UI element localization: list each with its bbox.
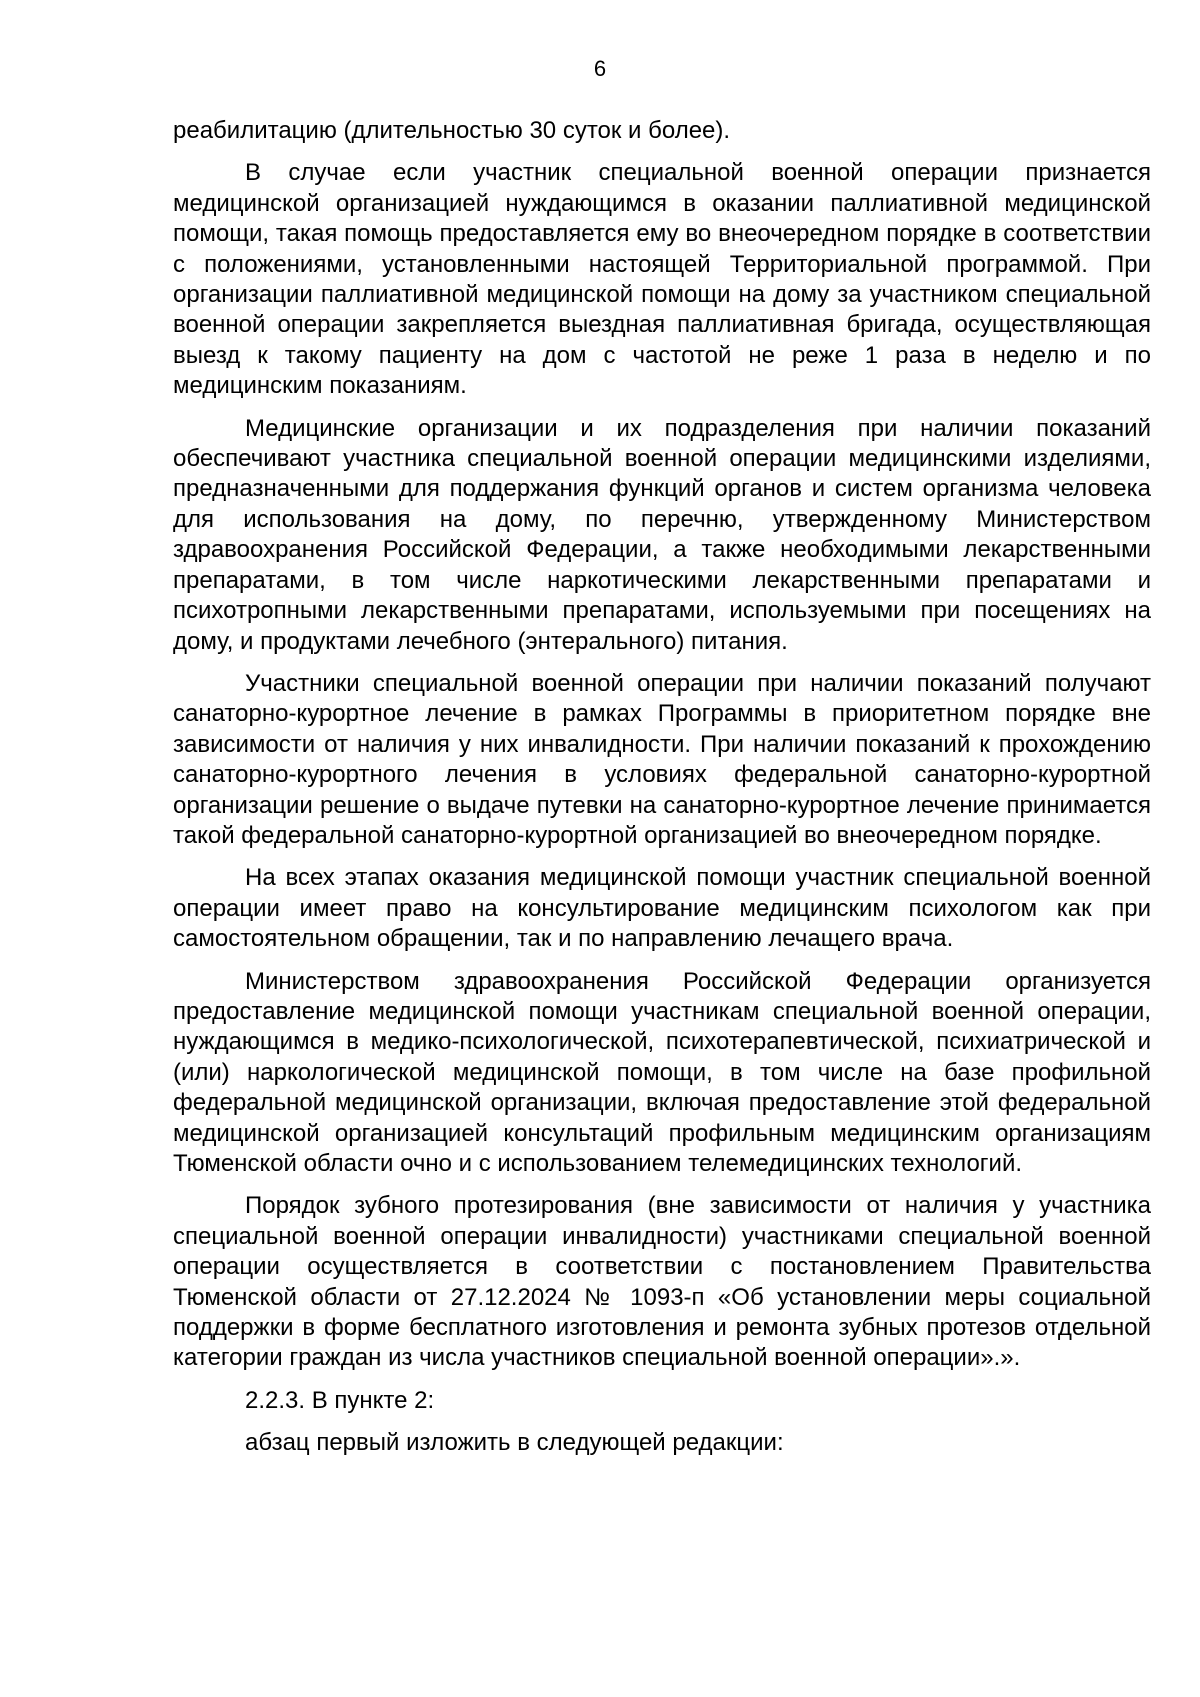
paragraph-palliative-care: В случае если участник специальной военной операции признается медицинской организацией нуждающимся в оказании паллиативной медицинской помощи, такая помощь предоставляется ему во внеочередном порядке в соответствии с положениями, установленными настоящей Территориальной программой. При организации паллиативной медицинской помощи на дому за участником специальной военной операции закрепляется выездная паллиативная бригада, осуществляющая выезд к такому пациенту на дом с частотой не реже 1 раза в неделю и по медицинским показаниям. (173, 159, 1151, 400)
paragraph-dental-prosthetics: Порядок зубного протезирования (вне зависимости от наличия у участника специальной военной операции инвалидности) участниками специальной военной операции осуществляется в соответствии с постановлением Правительства Тюменской области от 27.12.2024 № 1093-п «Об установлении меры социальной поддержки в форме бесплатного изготовления и ремонта зубных протезов отдельной категории граждан из числа участников специальной военной операции».». (173, 1192, 1151, 1372)
paragraph-psychologist-consultation: На всех этапах оказания медицинской помощи участник специальной военной операции имеет право на консультирование медицинским психологом как при самостоятельном обращении, так и по направлению лечащего врача. (173, 864, 1151, 953)
paragraph-continuation: реабилитацию (длительностью 30 суток и более). (173, 117, 731, 144)
paragraph-clause-heading: 2.2.3. В пункте 2: (245, 1386, 435, 1414)
paragraph-instruction: абзац первый изложить в следующей редакции: (245, 1429, 784, 1457)
page-number: 6 (593, 56, 607, 81)
paragraph-ministry-care: Министерством здравоохранения Российской Федерации организуется предоставление медицинской помощи участникам специальной военной операции, нуждающимся в медико-психологической, психотерапевтической, психиатрической и (или) наркологической медицинской помощи, в том числе на базе профильной федеральной медицинской организации, включая предоставление этой федеральной медицинской организацией консультаций профильным медицинским организациям Тюменской области очно и с использованием телемедицинских технологий. (173, 967, 1151, 1177)
paragraph-sanatorium-treatment: Участники специальной военной операции при наличии показаний получают санаторно-курортное лечение в рамках Программы в приоритетном порядке вне зависимости от наличия у них инвалидности. При наличии показаний к прохождению санаторно-курортного лечения в условиях федеральной санаторно-курортной организации решение о выдаче путевки на санаторно-курортное лечение принимается такой федеральной санаторно-курортной организацией во внеочередном порядке. (173, 669, 1151, 849)
document-body (173, 116, 1151, 1471)
paragraph-medical-devices: Медицинские организации и их подразделения при наличии показаний обеспечивают участника специальной военной операции медицинскими изделиями, предназначенными для поддержания функций органов и систем организма человека для использования на дому, по перечню, утвержденному Министерством здравоохранения Российской Федерации, а также необходимыми лекарственными препаратами, в том числе наркотическими лекарственными препаратами и психотропными лекарственными препаратами, используемыми при посещениях на дому, и продуктами лечебного (энтерального) питания. (173, 414, 1151, 655)
